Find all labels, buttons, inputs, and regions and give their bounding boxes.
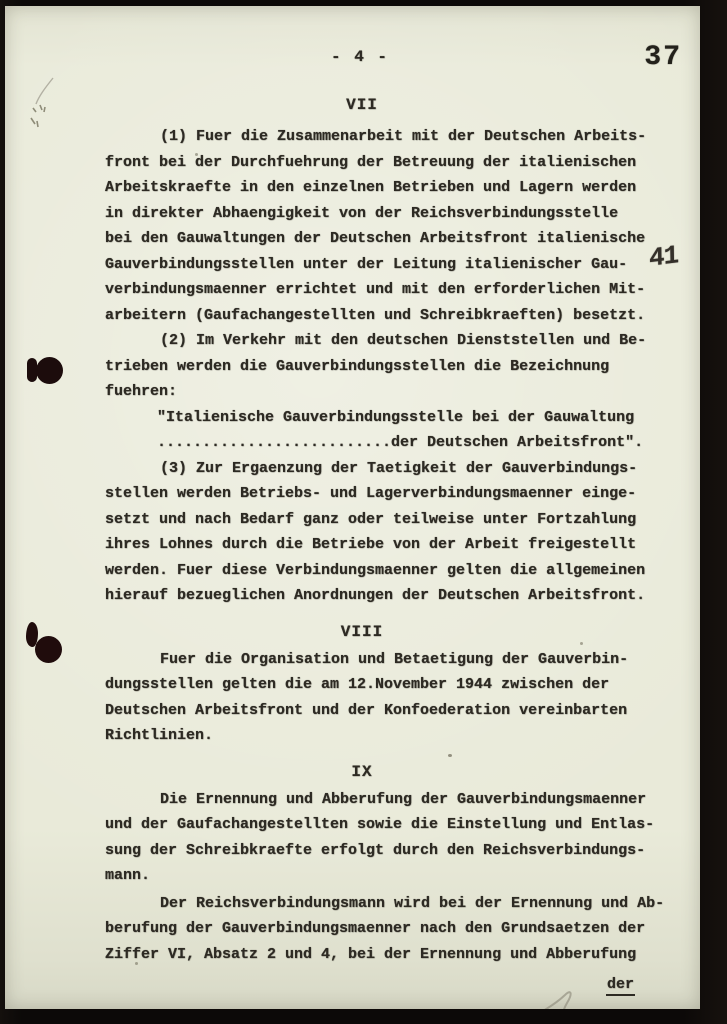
- text-line: Richtlinien.: [105, 727, 214, 744]
- paragraph-vii-3: [105, 456, 653, 609]
- section-heading-viii: VIII: [340, 622, 384, 641]
- catchword: der: [606, 976, 635, 996]
- text-line: und der Gaufachangestellten sowie die Einstellung und Entlas-: [105, 816, 655, 833]
- text-line: hierauf bezueglichen Anordnungen der Deutschen Arbeitsfront.: [105, 587, 646, 604]
- section-heading-ix: IX: [351, 762, 373, 781]
- text-line: Arbeitskraefte in den einzelnen Betrieben und Lagern werden: [105, 179, 637, 196]
- text-line: berufung der Gauverbindungsmaenner nach den Grundsaetzen der: [105, 920, 646, 937]
- text-line: setzt und nach Bedarf ganz oder teilweise unter Fortzahlung: [105, 510, 637, 528]
- text-line: werden. Fuer diese Verbindungsmaenner gelten die allgemeinen: [105, 561, 646, 579]
- text-line: "Italienische Gauverbindungsstelle bei der Gauwaltung: [157, 408, 635, 426]
- text-line: arbeitern (Gaufachangestellten und Schreibkraeften) besetzt.: [105, 306, 646, 324]
- text-line: fuehren:: [105, 383, 178, 400]
- text-line: Ziffer VI, Absatz 2 und 4, bei der Ernennung und Abberufung: [105, 945, 637, 963]
- page-number: - 4 -: [330, 48, 389, 66]
- text-line: dungsstellen gelten die am 12.November 1944 zwischen der: [105, 676, 610, 693]
- text-line: Deutschen Arbeitsfront und der Konfoederation vereinbarten: [105, 701, 628, 719]
- paragraph-vii-2: [105, 328, 653, 456]
- text-line: stellen werden Betriebs- und Lagerverbindungsmaenner einge-: [105, 485, 637, 502]
- text-line: bei den Gauwaltungen der Deutschen Arbeitsfront italienische: [105, 230, 646, 247]
- text-line: (3) Zur Ergaenzung der Taetigkeit der Gauverbindungs-: [160, 459, 638, 477]
- text-line: front bei der Durchfuehrung der Betreuung der italienischen: [105, 153, 637, 171]
- text-line: Fuer die Organisation und Betaetigung der Gauverbin-: [160, 650, 629, 668]
- text-line: trieben werden die Gauverbindungsstellen die Bezeichnung: [105, 357, 610, 375]
- text-line: sung der Schreibkraefte erfolgt durch den Reichsverbindungs-: [105, 841, 646, 859]
- text-line: Gauverbindungsstellen unter der Leitung italienischer Gau-: [105, 255, 628, 273]
- text-line: in direkter Abhaengigkeit von der Reichsverbindungsstelle: [105, 204, 619, 222]
- text-line: (1) Fuer die Zusammenarbeit mit der Deutschen Arbeits-: [160, 128, 647, 145]
- text-line: ..........................der Deutschen Arbeitsfront".: [157, 434, 644, 451]
- folio-stamp: 37: [644, 42, 682, 73]
- text-line: ihres Lohnes durch die Betriebe von der Arbeit freigestellt: [105, 536, 637, 553]
- text-line: verbindungsmaenner errichtet und mit den erforderlichen Mit-: [105, 281, 646, 298]
- text-line: Die Ernennung und Abberufung der Gauverbindungsmaenner: [160, 790, 647, 808]
- text-line: Der Reichsverbindungsmann wird bei der Ernennung und Ab-: [160, 894, 665, 912]
- text-line: (2) Im Verkehr mit den deutschen Dienststellen und Be-: [160, 332, 647, 349]
- pencil-scribble-bottom-icon: [493, 981, 603, 1009]
- paragraph-ix-2: [105, 891, 665, 968]
- text-line: mann.: [105, 867, 151, 884]
- handwritten-margin-note: 41: [648, 240, 679, 274]
- document-page: [5, 6, 700, 1009]
- paragraph-vii-1: [105, 124, 653, 328]
- section-heading-vii: VII: [346, 96, 378, 114]
- pencil-scribble-top-left-icon: [23, 74, 67, 130]
- paragraph-viii-1: [105, 647, 653, 749]
- paragraph-ix-1: [105, 787, 653, 889]
